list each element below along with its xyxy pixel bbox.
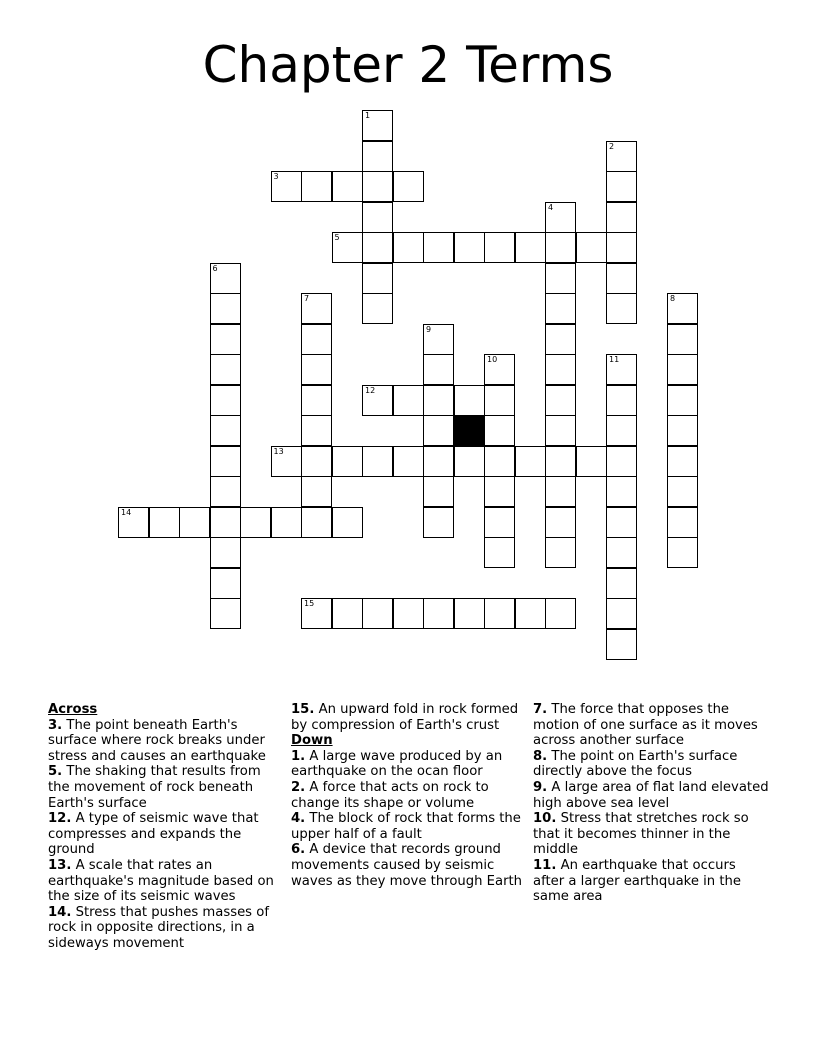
crossword-cell[interactable]: [667, 324, 698, 355]
crossword-cell[interactable]: [606, 476, 637, 507]
clue-down-10: 10. Stress that stretches rock so that it becomes thinner in the middle: [533, 811, 749, 858]
crossword-cell[interactable]: [362, 598, 393, 629]
crossword-cell[interactable]: [606, 629, 637, 660]
crossword-cell[interactable]: [606, 568, 637, 599]
crossword-cell[interactable]: [332, 171, 363, 202]
crossword-cell[interactable]: [606, 232, 637, 263]
crossword-cell[interactable]: [149, 507, 180, 538]
crossword-cell[interactable]: [545, 507, 576, 538]
crossword-cell[interactable]: [210, 415, 241, 446]
crossword-cell[interactable]: [423, 476, 454, 507]
crossword-cell[interactable]: [393, 385, 424, 416]
crossword-cell[interactable]: [667, 415, 698, 446]
crossword-cell[interactable]: [423, 507, 454, 538]
cell-number: 8: [670, 294, 676, 303]
black-square: [454, 415, 485, 446]
crossword-cell[interactable]: [545, 202, 576, 233]
crossword-cell[interactable]: [667, 476, 698, 507]
crossword-cell[interactable]: [210, 537, 241, 568]
crossword-cell[interactable]: [210, 568, 241, 599]
crossword-cell[interactable]: [301, 476, 332, 507]
clues-column-2: [291, 702, 527, 889]
crossword-cell[interactable]: [606, 446, 637, 477]
crossword-cell[interactable]: [454, 385, 485, 416]
clue-down-6: 6. A device that records ground movements caused by seismic waves as they move through Earth: [291, 842, 523, 889]
crossword-cell[interactable]: [332, 507, 363, 538]
clues-column-1: [48, 702, 284, 952]
crossword-cell[interactable]: [301, 415, 332, 446]
crossword-cell[interactable]: [606, 293, 637, 324]
crossword-cell[interactable]: [423, 598, 454, 629]
clue-down-11: 11. An earthquake that occurs after a larger earthquake in the same area: [533, 857, 741, 905]
crossword-cell[interactable]: [423, 232, 454, 263]
clue-across-5: 5. The shaking that results from the movement of rock beneath Earth's surface: [48, 764, 261, 811]
crossword-cell[interactable]: [667, 507, 698, 538]
cell-number: 2: [609, 141, 615, 151]
crossword-cell[interactable]: [484, 354, 515, 385]
clue-across-12: 12. A type of seismic wave that compresses and expands the ground: [48, 811, 259, 858]
crossword-cell[interactable]: [545, 293, 576, 324]
page-title: Chapter 2 Terms: [202, 36, 614, 94]
crossword-cell[interactable]: [362, 232, 393, 263]
crossword-cell[interactable]: [362, 141, 393, 172]
crossword-cell[interactable]: [393, 446, 424, 477]
crossword-cell[interactable]: [362, 263, 393, 294]
crossword-cell[interactable]: [484, 232, 515, 263]
crossword-cell[interactable]: [545, 476, 576, 507]
crossword-cell[interactable]: [576, 446, 607, 477]
clue-down-2: 2. A force that acts on rock to change its shape or volume: [291, 779, 489, 811]
clue-across-13: 13. A scale that rates an earthquake's magnitude based on the size of its seismic waves: [48, 857, 274, 905]
cell-number: 12: [365, 385, 376, 395]
crossword-cell[interactable]: [606, 354, 637, 385]
crossword-cell[interactable]: [606, 171, 637, 202]
crossword-cell[interactable]: [210, 324, 241, 355]
crossword-cell[interactable]: [210, 385, 241, 416]
crossword-cell[interactable]: [606, 141, 637, 172]
crossword-cell[interactable]: [423, 324, 454, 355]
clue-down-1: 1. A large wave produced by an earthquake on the ocan floor: [291, 748, 503, 780]
crossword-cell[interactable]: [301, 171, 332, 202]
crossword-cell[interactable]: [576, 232, 607, 263]
crossword-cell[interactable]: [545, 354, 576, 385]
crossword-cell[interactable]: [515, 446, 546, 477]
cell-number: 11: [609, 355, 620, 364]
crossword-cell[interactable]: [393, 171, 424, 202]
crossword-cell[interactable]: [301, 293, 332, 324]
crossword-cell[interactable]: [606, 202, 637, 233]
crossword-cell[interactable]: [210, 598, 241, 629]
crossword-cell[interactable]: [454, 598, 485, 629]
crossword-cell[interactable]: [301, 507, 332, 538]
crossword-cell[interactable]: [332, 598, 363, 629]
crossword-cell[interactable]: [271, 507, 302, 538]
cell-number: 13: [273, 446, 284, 456]
crossword-cell[interactable]: [118, 507, 149, 538]
cell-number: 6: [212, 263, 218, 273]
crossword-cell[interactable]: [606, 507, 637, 538]
crossword-cell[interactable]: [301, 446, 332, 477]
cell-number: 10: [487, 355, 498, 364]
crossword-cell[interactable]: [362, 110, 393, 141]
crossword-cell[interactable]: [484, 385, 515, 416]
crossword-cell[interactable]: [393, 598, 424, 629]
crossword-cell[interactable]: [484, 537, 515, 568]
down-heading: Down: [291, 733, 333, 749]
clues-column-3: [533, 702, 769, 905]
crossword-cell[interactable]: [423, 446, 454, 477]
crossword-cell[interactable]: [667, 385, 698, 416]
crossword-cell[interactable]: [545, 415, 576, 446]
crossword-cell[interactable]: [210, 354, 241, 385]
cell-number: 5: [334, 233, 340, 242]
crossword-cell[interactable]: [301, 598, 332, 629]
crossword-cell[interactable]: [362, 385, 393, 416]
crossword-cell[interactable]: [667, 293, 698, 324]
crossword-cell[interactable]: [210, 476, 241, 507]
crossword-cell[interactable]: [667, 354, 698, 385]
crossword-cell[interactable]: [454, 232, 485, 263]
cell-number: 4: [548, 202, 554, 212]
crossword-cell[interactable]: [179, 507, 210, 538]
crossword-cell[interactable]: [545, 324, 576, 355]
crossword-cell[interactable]: [362, 171, 393, 202]
cell-number: 15: [304, 599, 315, 608]
cell-number: 1: [365, 111, 371, 120]
crossword-cell[interactable]: [362, 202, 393, 233]
crossword-cell[interactable]: [515, 598, 546, 629]
crossword-cell[interactable]: [484, 446, 515, 477]
crossword-cell[interactable]: [301, 354, 332, 385]
clue-across-15: 15. An upward fold in rock formed by compression of Earth's crust: [291, 702, 519, 733]
crossword-cell[interactable]: [271, 171, 302, 202]
crossword-cell[interactable]: [606, 415, 637, 446]
crossword-cell[interactable]: [240, 507, 271, 538]
crossword-cell[interactable]: [484, 415, 515, 446]
crossword-cell[interactable]: [423, 354, 454, 385]
crossword-cell[interactable]: [545, 598, 576, 629]
across-heading: Across: [48, 702, 98, 717]
crossword-cell[interactable]: [515, 232, 546, 263]
cell-number: 9: [426, 324, 432, 334]
crossword-cell[interactable]: [210, 446, 241, 477]
crossword-cell[interactable]: [454, 446, 485, 477]
crossword-cell[interactable]: [362, 446, 393, 477]
crossword-cell[interactable]: [210, 507, 241, 538]
clue-down-8: 8. The point on Earth's surface directly above the focus: [533, 748, 738, 780]
crossword-cell[interactable]: [210, 263, 241, 294]
crossword-cell[interactable]: [545, 446, 576, 477]
crossword-cell[interactable]: [606, 385, 637, 416]
crossword-cell[interactable]: [332, 446, 363, 477]
crossword-cell[interactable]: [545, 232, 576, 263]
crossword-cell[interactable]: [423, 415, 454, 446]
crossword-cell[interactable]: [484, 507, 515, 538]
cell-number: 7: [304, 294, 310, 303]
crossword-cell[interactable]: [332, 232, 363, 263]
clue-down-4: 4. The block of rock that forms the upper half of a fault: [291, 811, 521, 842]
crossword-cell[interactable]: [301, 324, 332, 355]
crossword-cell[interactable]: [423, 385, 454, 416]
cell-number: 14: [121, 507, 132, 517]
crossword-cell[interactable]: [545, 537, 576, 568]
cell-number: 3: [273, 172, 279, 181]
crossword-cell[interactable]: [545, 385, 576, 416]
crossword-cell[interactable]: [667, 446, 698, 477]
crossword-cell[interactable]: [271, 446, 302, 477]
clue-down-9: 9. A large area of flat land elevated high above sea level: [533, 779, 769, 811]
crossword-cell[interactable]: [210, 293, 241, 324]
clue-down-7: 7. The force that opposes the motion of one surface as it moves across another surface: [533, 702, 758, 749]
crossword-cell[interactable]: [362, 293, 393, 324]
clue-across-14: 14. Stress that pushes masses of rock in opposite directions, in a sideways movement: [48, 904, 269, 951]
crossword-cell[interactable]: [545, 263, 576, 294]
crossword-cell[interactable]: [606, 263, 637, 294]
crossword-cell[interactable]: [484, 476, 515, 507]
crossword-cell[interactable]: [606, 537, 637, 568]
crossword-cell[interactable]: [393, 232, 424, 263]
clue-across-3: 3. The point beneath Earth's surface where rock breaks under stress and causes an earthquake: [48, 717, 266, 764]
crossword-cell[interactable]: [484, 598, 515, 629]
crossword-cell[interactable]: [606, 598, 637, 629]
crossword-cell[interactable]: [301, 385, 332, 416]
crossword-cell[interactable]: [667, 537, 698, 568]
